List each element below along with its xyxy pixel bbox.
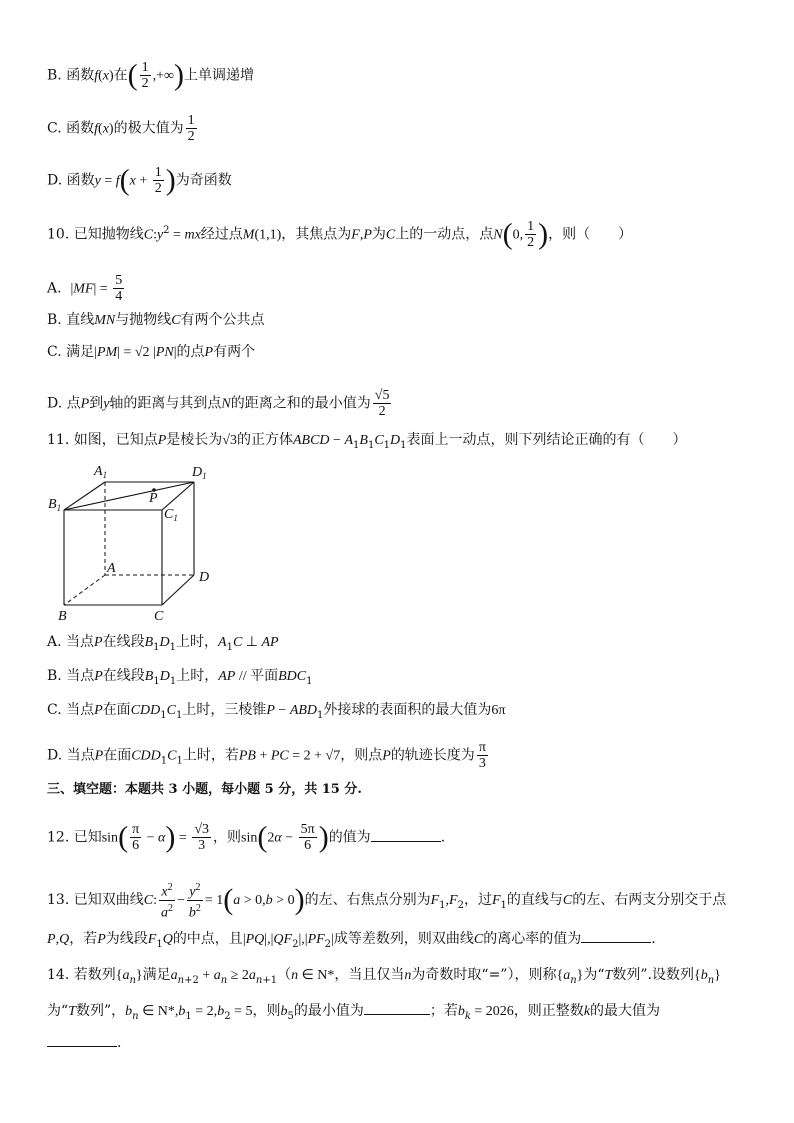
q10-option-a: A. |MF| = $\frac{5}{4}$ [47, 273, 123, 304]
q11-option-a: A. 当点P在线段$B_1D_1$上时，$A_1C$ ⊥ AP [47, 634, 279, 653]
label-d: D [199, 570, 210, 585]
label-b: B [58, 609, 67, 624]
q10-stem: 10. 已知抛物线$C:y^2$ = mx经过点M(1,1)，其焦点为F,P为C上的一动点，点N(0, $\frac{1}{2}$ )，则（ ） [47, 217, 633, 251]
q11-option-c: C. 当点P在面$CDD_1C_1$上时，三棱锥$P - ABD_1$外接球的表面积的最大值为6π [47, 702, 506, 721]
q14-line-3: . [47, 1032, 121, 1053]
q11-option-d: D. 当点P在面$CDD_1C_1$上时，若PB + PC = 2 + √7，则点P的轨迹长度为 $\frac{\pi}{3}$ [47, 740, 486, 771]
q10-option-d: D. 点P到y轴的距离与其到点N的距离之和的最小值为 $\frac{√5}{2}$ [47, 388, 390, 419]
q13-line-1: 13. 已知双曲线C: $\frac{x^2}{a^2}$ − $\frac{y^2}{b^2}$ = 1(a > 0,b > 0)的左、右焦点分别为$F_1,F_2$，过$F_1$的直线与C的左、右两支分别交于点 [47, 882, 727, 921]
q9-option-d: D. 函数y = f(x + $\frac{1}{2}$ )为奇函数 [47, 163, 232, 197]
label-a: A [107, 561, 116, 576]
q9-option-b: B. 函数f(x)在( $\frac{1}{2}$ ,+∞)上单调递增 [47, 58, 255, 92]
q11-stem: 11. 如图，已知点P是棱长为√3的正方体ABCD − $A_1B_1C_1D_1$表面上一动点，则下列结论正确的有（ ） [47, 432, 687, 451]
q12-stem: 12. 已知sin( $\frac{\pi}{6}$ − α) = $\frac{√3}{3}$ ，则sin(2α − $\frac{5\pi}{6}$ )的值为 . [47, 820, 446, 854]
q14-line-1: 14. 若数列$\{a_n\}$满足$a_{n+2} + a_n \ge 2a_{n+1}(n$ ∈ N*，当且仅当n为奇数时取“=”），则称$\{a_n\}$为“T数列”.设数列$\{b_n\}$ [47, 967, 721, 986]
q10-option-b: B. 直线MN与抛物线C有两个公共点 [47, 312, 265, 328]
label-c1: $C_1$ [164, 507, 178, 523]
label-c: C [154, 609, 164, 624]
label-p: P [149, 491, 158, 506]
q9-option-c: C. 函数f(x)的极大值为 $\frac{1}{2}$ [47, 113, 195, 144]
cube-figure [46, 460, 226, 625]
label-b1: $B_1$ [48, 497, 62, 513]
section-3-heading: 三、填空题：本题共 3 小题，每小题 5 分，共 15 分. [47, 782, 362, 797]
q11-option-b: B. 当点P在线段$B_1D_1$上时，AP // 平面$BDC_1$ [47, 668, 313, 687]
label-a1: $A_1$ [94, 464, 108, 480]
q13-line-2: P,Q，若P为线段$F_1Q$的中点，且$|PQ|,|QF_2|,|PF_2|$成等差数列，则双曲线C的离心率的值为 . [47, 928, 656, 955]
q14-line-2: 为“T数列”，$b_n$ ∈ $N*,b_1 = 2,b_2 = 5$，则$b_5$的最小值为 ；若$b_k = 2026$，则正整数k的最大值为 [47, 1000, 660, 1027]
label-d1: $D_1$ [192, 465, 207, 481]
q10-option-c: C. 满足|PM| = √2 |PN|的点P有两个 [47, 344, 256, 360]
